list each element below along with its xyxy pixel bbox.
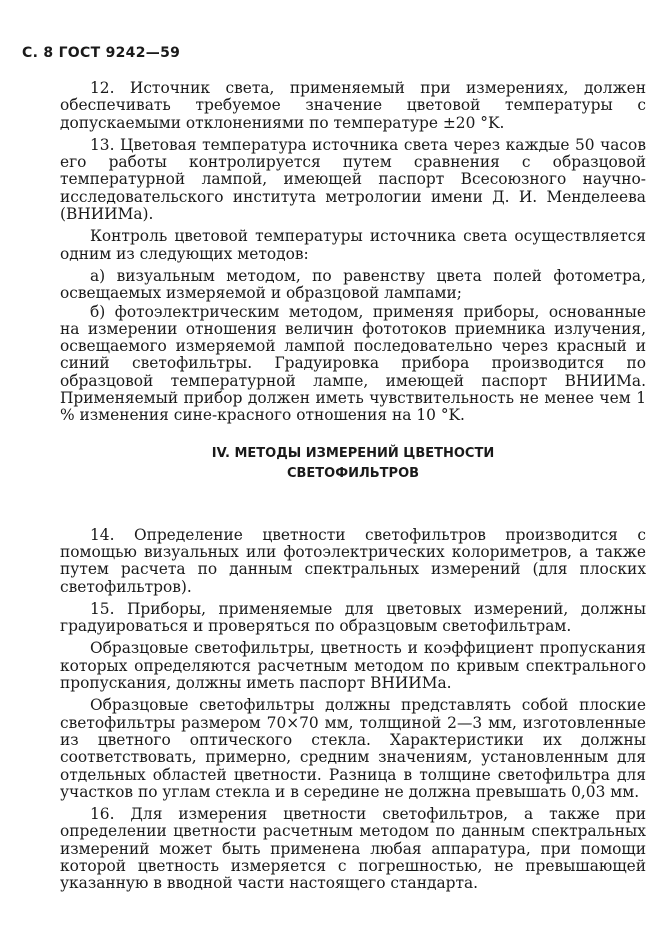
list-item-b: б) фотоэлектрическим методом, применяя приборы, основанные на измерении отношения величин фототоков приемника излучения, освещаемого измеряемой лампой последовательно через красный и синий светофильтры. Градуировка прибора производится по образцовой температурной лампе, имеющей паспорт ВНИИМа. Применяемый прибор должен иметь чувствительность не менее чем 1 % изменения сине-красного отношения на 10 °K. [60, 302, 646, 425]
paragraph-16: 16. Для измерения цветности светофильтров, а также при определении цветности расчетным методом по данным спектральных измерений может быть применена любая аппаратура, при помощи которой цветность измеряется с погрешностью, не превышающей указанную в вводной части настоящего стандарта. [60, 805, 646, 893]
paragraph-filter-specs: Образцовые светофильтры должны представлять собой плоские светофильтры размером 70×70 мм, толщиной 2—3 мм, изготовленные из цветного оптического стекла. Характеристики их должны соответствовать, примерно, средним значениям, установленным для отдельных областей цветности. Разница в толщине светофильтра для участков по углам стекла и в середине не должна превышать 0,03 мм. [60, 696, 646, 801]
paragraph-control: Контроль цветовой температуры источника света осуществляется одним из следующих методов: [60, 227, 646, 263]
paragraph-reference-filters: Образцовые светофильтры, цветность и коэффициент пропускания которых определяются расчетным методом по кривым спектрального пропускания, должны иметь паспорт ВНИИМа. [60, 639, 646, 693]
section-title-line-2: СВЕТОФИЛЬТРОВ [286, 465, 420, 481]
list-item-a: а) визуальным методом, по равенству цвета полей фотометра, освещаемых измеряемой и образцовой лампами; [60, 266, 646, 303]
page-header: С. 8 ГОСТ 9242—59 [22, 45, 181, 61]
paragraph-15: 15. Приборы, применяемые для цветовых измерений, должны градуироваться и проверяться по образцовым светофильтрам. [60, 599, 646, 636]
paragraph-12: 12. Источник света, применяемый при измерениях, должен обеспечивать требуемое значение цветовой температуры с допускаемыми отклонениями по температуре ±20 °K. [60, 79, 646, 132]
section-title [60, 444, 646, 484]
document-body [60, 80, 646, 898]
paragraph-14: 14. Определение цветности светофильтров производится с помощью визуальных или фотоэлектрических колориметров, а также путем расчета по данным спектральных измерений (для плоских светофильтров). [60, 525, 646, 596]
paragraph-13: 13. Цветовая температура источника света через каждые 50 часов его работы контролируется путем сравнения с образцовой температурной лампой, имеющей паспорт Всесоюзного научно-исследовательского института метрологии имени Д. И. Менделеева (ВНИИМа). [60, 135, 646, 224]
section-title-line-1: IV. МЕТОДЫ ИЗМЕРЕНИЙ ЦВЕТНОСТИ [211, 445, 495, 461]
